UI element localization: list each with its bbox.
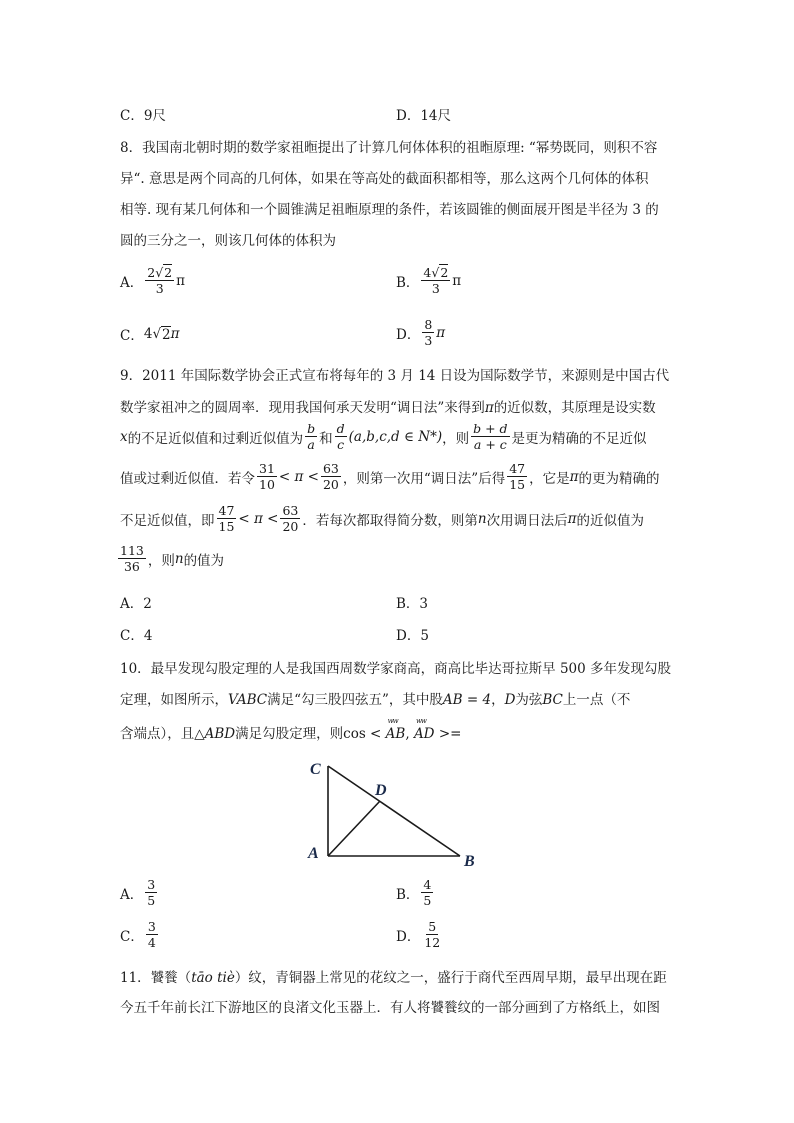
q9-option-a: A．2 [120,596,152,612]
q8-line-2: 异“. 意思是两个同高的几何体，如果在等高处的截面积都相等，那么这两个几何体的体积 [120,171,649,187]
fraction-mediant: $\frac{b + d}{a + c}$ [473,421,508,453]
q10-line-1: 10．最早发现勾股定理的人是我国西周数学家商高，商高比毕达哥拉斯早 500 多年发现勾股 [120,661,672,677]
option-label: D． [396,326,421,343]
q10-option-b: B． $\frac{4}{5}$ [396,877,432,909]
fraction: $\frac{8}{3}$ [424,317,433,349]
q11-line-1: 11．饕餮（tāo tiè）纹，青铜器上常见的花纹之一，盛行于商代至西周早期，最早出现在距 [120,970,667,986]
q7-option-c: C．9尺 [120,108,166,124]
vertex-c-label: C [310,761,321,778]
q8-option-a [120,266,185,295]
q9-option-c: C．4 [120,628,153,644]
set-condition: (a,b,c,d ∈ N*) [348,428,443,445]
radicand: 2 [162,326,171,343]
q10-option-a: A． $\frac{3}{5}$ [120,877,156,909]
q9-line-6: $\frac{113}{36}$ ，则 n 的值为 [120,543,225,575]
segment-ad [328,801,380,856]
q9-line-5: 不足近似值，即 $\frac{47}{15}$ < π < $\frac{63}{20}$ ．若每次都取得简分数，则第 n 次用调日法后 π 的近似值为 [120,503,644,535]
coef: 2 [147,265,156,280]
pi-symbol: π [484,400,494,416]
q9-option-d: D．5 [396,628,429,644]
q8-option-b [396,266,461,295]
radicand: 2 [164,265,173,280]
q8-line-4: 圆的三分之一，则该几何体的体积为 [120,233,336,249]
denominator: 3 [155,281,164,297]
option-label: A． [120,274,144,291]
vertex-d-label: D [375,782,387,799]
q8-option-c: C． 4 √ 2 π [120,326,180,344]
vertex-a-label: A [308,845,319,862]
radicand: 2 [440,265,449,280]
vector-ab: ww AB [386,726,406,742]
q9-option-b: B．3 [396,596,429,612]
fraction-d-c: $\frac{d}{c}$ [336,421,345,453]
q9-line-2: 数学家祖冲之的圆周率．现用我国何承天发明“调日法”来得到π的近似数，其原理是设实数 [120,400,656,416]
fraction: $\frac{4√2}{3}$ [423,265,449,297]
pi-symbol: π [452,272,462,289]
q7-option-d: D．14尺 [396,108,452,124]
side-cb [328,766,460,856]
q10-line-3: 含端点），且△ABD满足勾股定理，则cos < ww AB, ww AD >= [120,722,461,742]
q9-line-4: 值或过剩近似值．若令 $\frac{31}{10}$ < π < $\frac{63}{20}$ ，则第一次用“调日法”后得 $\frac{47}{15}$ ，它是 π 的更为精确的 [120,461,660,493]
denominator: 3 [431,281,440,297]
coef: 4 [143,326,153,342]
q8-line-1: 8．我国南北朝时期的数学家祖暅提出了计算几何体体积的祖暅原理: “幂势既同，则积不容 [120,140,658,156]
fraction: $\frac{2√2}{3}$ [147,265,173,297]
var-x: x [120,428,128,445]
q11-line-2: 今五千年前长江下游地区的良渚文化玉器上．有人将饕餮纹的一部分画到了方格纸上，如图 [120,1000,660,1016]
vector-ad: ww AD [414,726,435,742]
q10-option-c: C． $\frac{3}{4}$ [120,919,156,951]
fraction-b-a: $\frac{b}{a}$ [307,421,316,453]
q9-line-1: 9．2011 年国际数学协会正式宣布将每年的 3 月 14 日设为国际数学节，来源则是中国古代 [120,368,670,384]
pi-symbol: π [170,326,180,342]
option-label: B． [396,274,420,291]
coef: 4 [423,265,432,280]
pi-symbol: π [176,272,185,289]
vertex-b-label: B [464,853,475,870]
q8-option-d [396,318,445,347]
q10-line-2: 定理，如图所示，VABC满足“勾三股四弦五”，其中股AB = 4，D为弦BC上一点（不 [120,692,631,708]
pi-symbol: π [436,324,446,341]
q10-option-d: D． $\frac{5}{12}$ [396,919,441,951]
q9-line-3: x 的不足近似值和过剩近似值为 $\frac{b}{a}$ 和 $\frac{d}{c}$ (a,b,c,d ∈ N*) ，则 $\frac{b + d}{a + c}$ 是更为精确的不足近似 [120,421,647,453]
right-triangle-figure [300,752,490,872]
q8-line-3: 相等. 现有某几何体和一个圆锥满足祖暅原理的条件，若该圆锥的侧面展开图是半径为 3 的 [120,202,659,218]
option-label: C． [120,328,144,344]
